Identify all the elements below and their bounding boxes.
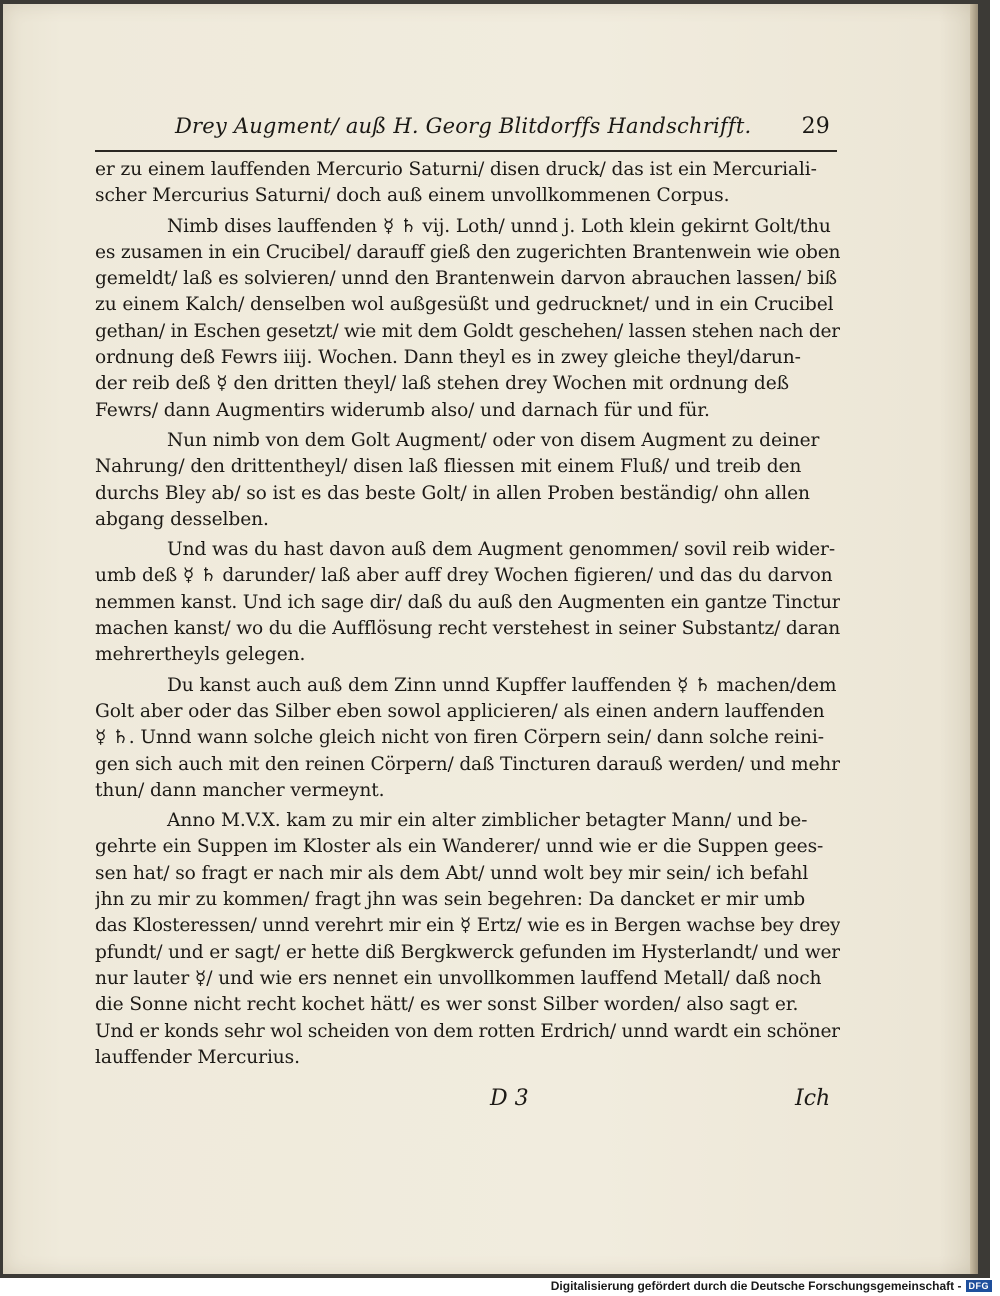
text-line: ☿ ♄. Unnd wann solche gleich nicht von firen Cörpern sein/ dann solche reini-: [95, 727, 824, 749]
text-line: sen hat/ so fragt er nach mir als dem Abt/ unnd wolt bey mir sein/ ich befahl: [95, 862, 809, 884]
signature-mark: D 3: [490, 1086, 529, 1111]
text-line: Und er konds sehr wol scheiden von dem rotten Erdrich/ unnd wardt ein schöner: [95, 1020, 840, 1042]
funding-notice-text: Digitalisierung gefördert durch die Deutsche Forschungsgemeinschaft -: [550, 1279, 962, 1293]
paragraph: [95, 157, 840, 210]
text-line: scher Mercurius Saturni/ doch auß einem unvollkommenen Corpus.: [95, 185, 730, 207]
text-line: nemmen kanst. Und ich sage dir/ daß du auß den Augmenten ein gantze Tinctur: [95, 591, 840, 613]
paragraph: [95, 808, 840, 1071]
paragraph: [95, 673, 840, 804]
paragraph: [95, 428, 840, 533]
header-rule: [95, 150, 837, 152]
text-line: zu einem Kalch/ denselben wol außgesüßt und gedrucknet/ und in ein Crucibel: [95, 294, 834, 316]
text-line: der reib deß ☿ den dritten theyl/ laß stehen drey Wochen mit ordnung deß: [95, 373, 789, 395]
text-line: Nahrung/ den drittentheyl/ disen laß fliessen mit einem Fluß/ und treib den: [95, 456, 802, 478]
paragraph: [95, 537, 840, 668]
text-line: Du kanst auch auß dem Zinn unnd Kupffer lauffenden ☿ ♄ machen/dem: [167, 674, 837, 696]
text-line: machen kanst/ wo du die Aufflösung recht verstehest in seiner Substantz/ daran: [95, 618, 840, 640]
text-line: jhn zu mir zu kommen/ fragt jhn was sein begehren: Da dancket er mir umb: [95, 889, 806, 911]
text-line: durchs Bley ab/ so ist es das beste Golt/ in allen Proben beständig/ ohn allen: [95, 482, 810, 504]
book-page: [3, 4, 978, 1274]
running-head-title: Drey Augment/ auß H. Georg Blitdorffs Handschrifft.: [175, 114, 752, 138]
text-line: gemeldt/ laß es solvieren/ unnd den Brantenwein darvon abrauchen lassen/ biß: [95, 268, 837, 290]
text-line: Anno M.V.X. kam zu mir ein alter zimblicher betagter Mann/ und be-: [167, 810, 808, 832]
dfg-logo: DFG: [966, 1280, 993, 1292]
text-line: nur lauter ☿/ und wie ers nennet ein unvollkommen lauffend Metall/ daß noch: [95, 967, 822, 989]
text-line: Fewrs/ dann Augmentirs widerumb also/ und darnach für und für.: [95, 399, 710, 421]
text-line: Nimb dises lauffenden ☿ ♄ vij. Loth/ unnd j. Loth klein gekirnt Golt/thu: [167, 215, 831, 237]
text-line: thun/ dann mancher vermeynt.: [95, 779, 385, 801]
text-line: die Sonne nicht recht kochet hätt/ es wer sonst Silber worden/ also sagt er.: [95, 994, 799, 1016]
page-edge: [970, 4, 978, 1274]
text-line: es zusamen in ein Crucibel/ darauff gieß den zugerichten Brantenwein wie oben: [95, 241, 840, 263]
text-line: er zu einem lauffenden Mercurio Saturni/ disen druck/ das ist ein Mercuriali-: [95, 159, 817, 180]
text-line: mehrertheyls gelegen.: [95, 644, 306, 666]
text-line: gethan/ in Eschen gesetzt/ wie mit dem Goldt geschehen/ lassen stehen nach der: [95, 320, 840, 342]
running-head: [175, 114, 830, 139]
text-line: ordnung deß Fewrs iiij. Wochen. Dann theyl es in zwey gleiche theyl/darun-: [95, 347, 801, 369]
funding-notice: [551, 1279, 992, 1293]
text-line: abgang desselben.: [95, 508, 269, 530]
text-line: Golt aber oder das Silber eben sowol applicieren/ als einen andern lauffenden: [95, 700, 825, 722]
text-line: lauffender Mercurius.: [95, 1046, 300, 1068]
catchword: Ich: [795, 1086, 831, 1111]
text-line: Nun nimb von dem Golt Augment/ oder von disem Augment zu deiner: [167, 429, 820, 451]
page-number: 29: [801, 114, 830, 139]
text-line: pfundt/ und er sagt/ er hette diß Bergkwerck gefunden im Hysterlandt/ und wer: [95, 941, 840, 963]
text-line: gen sich auch mit den reinen Cörpern/ daß Tincturen darauß werden/ und mehr: [95, 753, 840, 775]
text-line: umb deß ☿ ♄ darunder/ laß aber auff drey Wochen figieren/ und das du darvon: [95, 565, 833, 587]
text-line: gehrte ein Suppen im Kloster als ein Wanderer/ unnd wie er die Suppen gees-: [95, 836, 824, 858]
body-text: [95, 157, 840, 1071]
paragraph: [95, 214, 840, 424]
text-line: das Klosteressen/ unnd verehrt mir ein ☿ Ertz/ wie es in Bergen wachse bey drey: [95, 915, 840, 937]
text-line: Und was du hast davon auß dem Augment genommen/ sovil reib wider-: [167, 539, 836, 561]
